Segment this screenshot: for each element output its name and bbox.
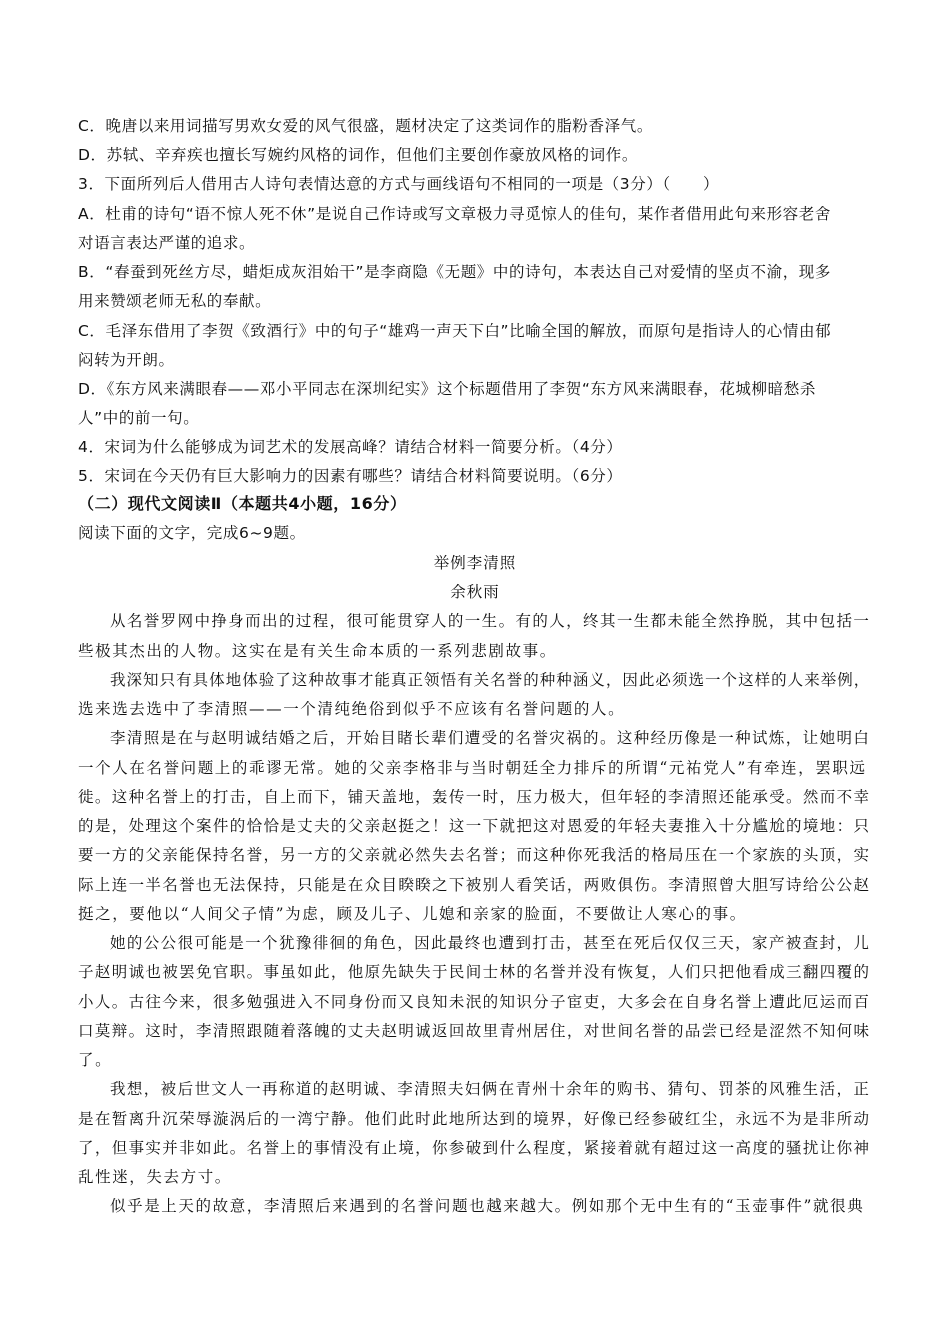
option-d-q3: D．《东方风来满眼春——邓小平同志在深圳纪实》这个标题借用了李贺“东方风来满眼春，花城柳暗愁杀 (78, 380, 816, 398)
article-line: 挺之，要他以“人间父子情”为虑，顾及儿子、儿媳和亲家的脸面，不要做让人寒心的事。 (78, 905, 747, 923)
section-heading: （二）现代文阅读Ⅱ（本题共4小题，16分） (78, 494, 407, 513)
article-line: 是在暂离升沉荣辱漩涡后的一湾宁静。他们此时此地所达到的境界，好像已经参破红尘，永远不为是非所动 (78, 1110, 871, 1128)
article-line: 似乎是上天的故意，李清照后来遇到的名誉问题也越来越大。例如那个无中生有的“玉壶事件”就很典 (110, 1197, 865, 1215)
reading-instruction: 阅读下面的文字，完成6~9题。 (78, 524, 306, 542)
article-line: 口莫辩。这时，李清照跟随着落魄的丈夫赵明诚返回故里青州居住，对世间名誉的品尝已经是涩然不知何味 (78, 1022, 871, 1040)
option-a-q3: A．杜甫的诗句“语不惊人死不休”是说自己作诗或写文章极力寻觅惊人的佳句，某作者借用此句来形容老舍 (78, 205, 831, 223)
article-line: 徙。这种名誉上的打击，自上而下，铺天盖地，轰传一时，压力极大，但年轻的李清照还能承受。然而不幸 (78, 788, 871, 806)
article-line: 李清照是在与赵明诚结婚之后，开始目睹长辈们遭受的名誉灾祸的。这种经历像是一种试炼，让她明白 (110, 729, 871, 747)
article-line: 际上连一半名誉也无法保持，只能是在众目睽睽之下被别人看笑话，两败俱伤。李清照曾大胆写诗给公公赵 (78, 876, 871, 894)
question-5: 5．宋词在今天仍有巨大影响力的因素有哪些？请结合材料简要说明。（6分） (78, 467, 623, 485)
article-line: 选来选去选中了李清照——一个清纯绝俗到似乎不应该有名誉问题的人。 (78, 700, 626, 718)
article-line: 小人。古往今来，很多勉强进入不同身份而又良知未泯的知识分子宦吏，大多会在自身名誉上遭此厄运而百 (78, 993, 871, 1011)
article-line: 乱性迷，失去方寸。 (78, 1168, 232, 1186)
option-c-q3: C．毛泽东借用了李贺《致酒行》中的句子“雄鸡一声天下白”比喻全国的解放，而原句是指诗人的心情由郁 (78, 322, 832, 340)
option-d-q3-cont: 人”中的前一句。 (78, 409, 200, 427)
article-title: 举例李清照 (433, 554, 517, 572)
question-3: 3．下面所列后人借用古人诗句表情达意的方式与画线语句不相同的一项是（3分）（ ） (78, 175, 720, 193)
article-line: 她的公公很可能是一个犹豫徘徊的角色，因此最终也遭到打击，甚至在死后仅仅三天，家产被查封，儿 (110, 934, 871, 952)
article-author: 余秋雨 (450, 583, 500, 601)
option-d-q2: D．苏轼、辛弃疾也擅长写婉约风格的词作，但他们主要创作豪放风格的词作。 (78, 146, 638, 164)
article-line: 子赵明诚也被罢免官职。事虽如此，他原先缺失于民间士林的名誉并没有恢复，人们只把他看成三翻四覆的 (78, 963, 871, 981)
article-line: 要一方的父亲能保持名誉，另一方的父亲就必然失去名誉；而这种你死我活的格局压在一个家族的头顶，实 (78, 846, 871, 864)
article-line: 我想，被后世文人一再称道的赵明诚、李清照夫妇俩在青州十余年的购书、猜句、罚茶的风雅生活，正 (110, 1080, 871, 1098)
article-line: 些极其杰出的人物。这实在是有关生命本质的一系列悲剧故事。 (78, 642, 557, 660)
article-line: 了，但事实并非如此。名誉上的事情没有止境，你参破到什么程度，紧接着就有超过这一高度的骚扰让你神 (78, 1139, 871, 1157)
question-4: 4．宋词为什么能够成为词艺术的发展高峰？请结合材料一简要分析。（4分） (78, 438, 623, 456)
option-b-q3-cont: 用来赞颂老师无私的奉献。 (78, 292, 272, 310)
option-c-q3-cont: 闷转为开朗。 (78, 351, 175, 369)
article-line: 的是，处理这个案件的恰恰是丈夫的父亲赵挺之！这一下就把这对恩爱的年轻夫妻推入十分尴尬的境地：只 (78, 817, 871, 835)
article-line: 从名誉罗网中挣身而出的过程，很可能贯穿人的一生。有的人，终其一生都未能全然挣脱，其中包括一 (110, 612, 871, 630)
article-line: 了。 (78, 1051, 113, 1069)
article-line: 我深知只有具体地体验了这种故事才能真正领悟有关名誉的种种涵义，因此必须选一个这样的人来举例， (110, 671, 871, 689)
article-line: 一个人在名誉问题上的乖谬无常。她的父亲李格非与当时朝廷全力排斥的所谓“元祐党人”有牵连，罢职远 (78, 759, 867, 777)
option-a-q3-cont: 对语言表达严谨的追求。 (78, 234, 256, 252)
option-c-q2: C．晚唐以来用词描写男欢女爱的风气很盛，题材决定了这类词作的脂粉香泽气。 (78, 117, 653, 135)
option-b-q3: B．“春蚕到死丝方尽，蜡炬成灰泪始干”是李商隐《无题》中的诗句，本表达自己对爱情的坚贞不渝，现多 (78, 263, 831, 281)
